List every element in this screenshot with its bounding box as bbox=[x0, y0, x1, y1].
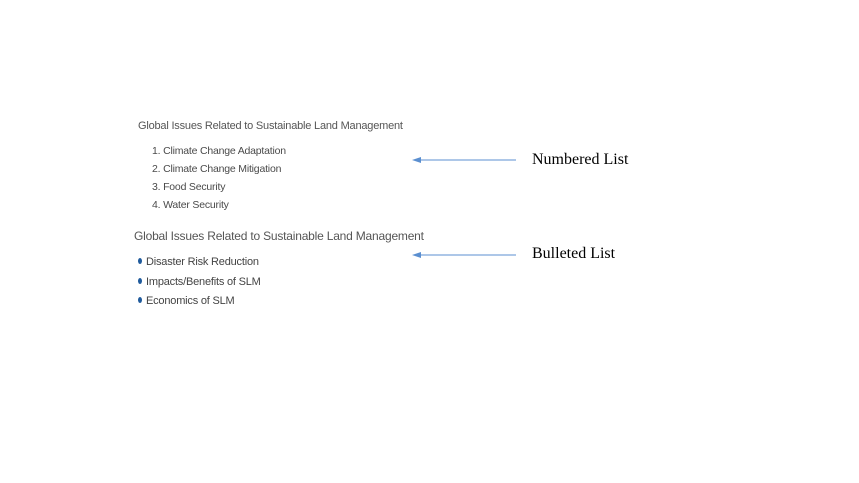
numbered-list-callout: Numbered List bbox=[532, 151, 629, 168]
bulleted-list-item-label: Economics of SLM bbox=[146, 295, 235, 307]
numbered-list-item: 3. Food Security bbox=[152, 181, 226, 193]
numbered-arrow-icon bbox=[412, 157, 516, 163]
bulleted-list-callout: Bulleted List bbox=[532, 245, 616, 262]
bulleted-list-item-label: Disaster Risk Reduction bbox=[146, 256, 259, 268]
numbered-list-item: 1. Climate Change Adaptation bbox=[152, 145, 286, 157]
bulleted-arrow-icon bbox=[412, 252, 516, 258]
bulleted-list-item-label: Impacts/Benefits of SLM bbox=[146, 275, 261, 288]
bulleted-list-heading: Global Issues Related to Sustainable Land Management bbox=[134, 229, 424, 243]
numbered-list-item: 4. Water Security bbox=[152, 199, 229, 211]
numbered-list-heading: Global Issues Related to Sustainable Land Management bbox=[138, 120, 403, 132]
numbered-list-item: 2. Climate Change Mitigation bbox=[152, 163, 282, 175]
